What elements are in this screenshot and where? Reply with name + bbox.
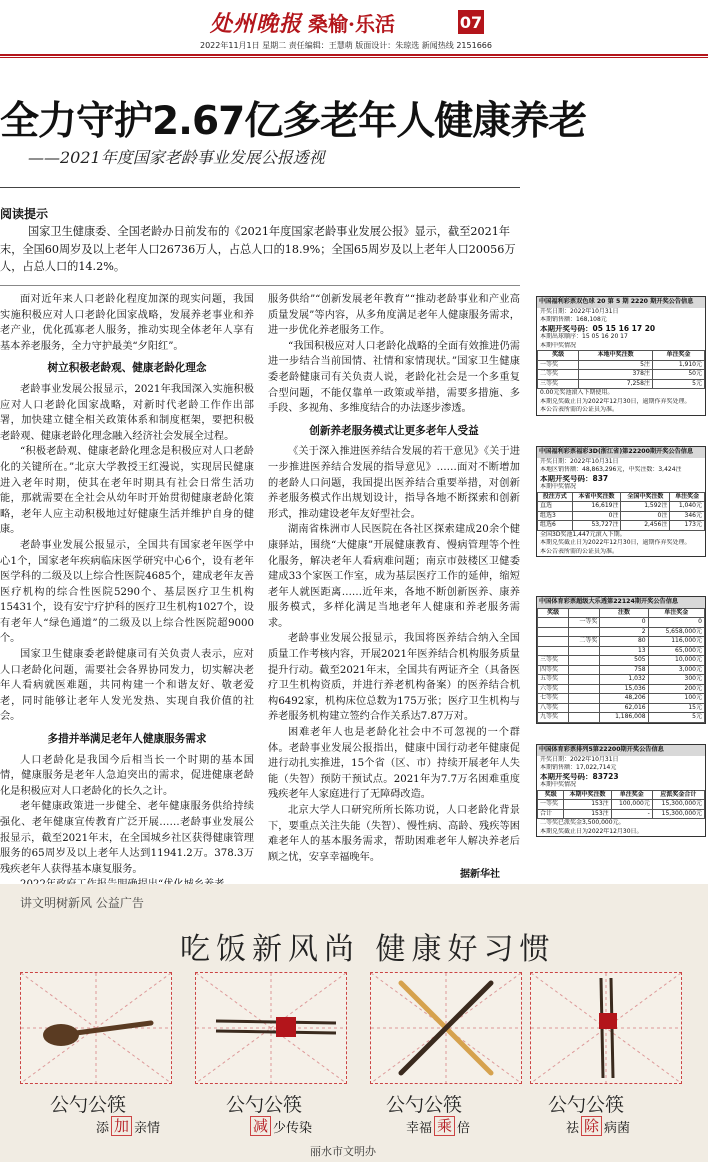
- ad-caption-4: [548, 1090, 624, 1117]
- table-cell: 八等奖: [538, 703, 569, 713]
- table-header-cell: 单注奖金: [670, 492, 705, 502]
- paragraph: 北京大学人口研究所所长陈功说，人口老龄化背景下，要重点关注失能（失智）、慢性病、高龄、残疾等困难老年人的基本服务需求，帮助困难老年人解决养老后顾之忧，安享幸福晚年。: [268, 805, 520, 863]
- table-cell: 15,036: [600, 684, 648, 694]
- table-cell: 直选: [538, 502, 573, 512]
- article-column-1: [0, 292, 254, 893]
- lottery-info-line: 本期开奖号码：83723: [540, 772, 619, 781]
- page-number: 07: [458, 10, 484, 34]
- table-cell: 2: [600, 627, 648, 637]
- tag-key: 乘: [434, 1116, 455, 1136]
- article-source: 据新华社: [460, 869, 500, 880]
- lottery-box-pl5: [536, 744, 706, 837]
- lottery-info-line: 本期销售额：168,108元: [540, 316, 607, 323]
- table-header-cell: 应派奖金合计: [652, 790, 704, 800]
- ad-caption-1: [50, 1090, 126, 1117]
- lottery-info-line: 开奖日期：2022年10月31日: [540, 307, 619, 315]
- table-cell: 5,658,000元: [648, 627, 704, 637]
- table-cell: 15,300,000元: [652, 800, 704, 810]
- lottery-title: 中国福利彩票双色球 20 第 5 期 2220 期开奖公告信息: [537, 297, 705, 308]
- table-row: [538, 502, 705, 512]
- table-cell: 1,910元: [652, 360, 704, 370]
- lottery-info-line: 本期开奖号码：837: [540, 474, 609, 483]
- table-cell: 一等奖: [538, 800, 564, 810]
- lottery-table: [537, 608, 705, 723]
- table-cell: [569, 684, 600, 694]
- lottery-table: [537, 492, 705, 531]
- lottery-info-line: 本期中奖情况: [540, 341, 577, 349]
- table-cell: 153注: [564, 809, 611, 819]
- table-cell: 五等奖: [538, 675, 569, 685]
- ad-panel-crossed-chopsticks: [370, 972, 522, 1084]
- paragraph: 老年健康政策进一步健全、老年健康服务供给持续强化、老年健康宣传教育广泛开展……老龄事业发展公报显示，截至2021年末，在全国城乡社区获得健康管理服务的65周岁及以上老年人达到11941.2万。378.3万残疾老年人获得基本康复服务。: [0, 801, 254, 875]
- paragraph: 人口老龄化是我国今后相当长一个时期的基本国情，健康服务是老年人急迫突出的需求，促进健康老龄化是积极应对人口老龄化的长久之计。: [0, 754, 254, 797]
- table-cell: 九等奖: [538, 713, 569, 723]
- lottery-note: 本公告表所需的公证员为准。: [540, 406, 619, 413]
- lottery-note: 0.00元奖池滚入下期使用。: [540, 389, 614, 396]
- table-cell: 组选3: [538, 511, 573, 521]
- table-cell: 300元: [648, 675, 704, 685]
- table-cell: 0: [600, 618, 648, 628]
- table-cell: 16,619注: [572, 502, 621, 512]
- table-cell: 5注: [579, 360, 653, 370]
- ad-caption-3: [386, 1090, 462, 1117]
- table-cell: [569, 675, 600, 685]
- tag-post: 少传染: [273, 1120, 313, 1136]
- table-cell: 1,186,008: [600, 713, 648, 723]
- table-cell: 三等奖: [538, 656, 569, 666]
- table-header-cell: 奖级: [538, 351, 579, 361]
- table-cell: 53,727注: [572, 521, 621, 531]
- tag-key: 除: [581, 1116, 602, 1136]
- table-cell: [569, 656, 600, 666]
- lottery-box-dlt: [536, 596, 706, 724]
- paragraph: 老龄事业发展公报显示，2021年我国深入实施积极应对人口老龄化国家战略，对新时代老龄工作作出部署，加快建立健全相关政策体系和制度框架，要把积极老龄观、健康老龄化理念融入经济社会发展全过程。: [0, 383, 254, 442]
- tag-post: 病菌: [604, 1120, 631, 1136]
- ad-panel-spoon-wood: [20, 972, 172, 1084]
- ad-caption-text: 公勺公筷: [386, 1094, 463, 1116]
- ad-caption-text: 公勺公筷: [226, 1094, 303, 1116]
- paragraph: 老龄事业发展公报显示，全国共有国家老年医学中心1个，国家老年疾病临床医学研究中心6个，设有老年医学科的二级及以上综合性医院4685个，建成老年友善医疗机构的综合性医院5290个、基层医疗卫生机构15431个，设有安宁疗护科的医疗卫生机构1027个，设有老年人“绿色通道”的二级及以上综合性医院超9000个。: [0, 539, 254, 645]
- table-cell: 100,000元: [611, 800, 652, 810]
- section-heading: 创新养老服务模式让更多老年人受益: [309, 424, 479, 437]
- table-row: [538, 694, 705, 704]
- lottery-info-line: 开奖日期：2022年10月31日: [540, 457, 619, 465]
- table-cell: [569, 703, 600, 713]
- reading-tips-text: 国家卫生健康委、全国老龄办日前发布的《2021年度国家老龄事业发展公报》显示，截至2021年末，全国60周岁及以上老年人口26736万人，占总人口的18.9%；全国65周岁及以上老年人口20056万人，占总人口的14.2%。: [0, 225, 516, 273]
- table-header-cell: 本期中奖注数: [564, 790, 611, 800]
- table-header-cell: 全国中奖注数: [621, 492, 670, 502]
- paragraph: 国家卫生健康委老龄健康司有关负责人表示，应对人口老龄化问题，需要社会各界协同发力，切实解决老年人看病就医难题，共同构建一个和谐友好、敬老爱老，同时能够让老年人发光发热、实现自我价值的社会。: [0, 649, 254, 723]
- lottery-info-line: 本期出球顺序：15 05 16 20 17: [540, 333, 628, 340]
- divider: [0, 285, 520, 286]
- table-row: [538, 675, 705, 685]
- ad-tag-1: [96, 1116, 160, 1136]
- table-header-cell: 投注方式: [538, 492, 573, 502]
- table-cell: 153注: [564, 800, 611, 810]
- table-cell: 一等奖: [569, 618, 600, 628]
- table-row: [538, 809, 705, 819]
- table-cell: 组选6: [538, 521, 573, 531]
- table-cell: 505: [600, 656, 648, 666]
- table-cell: 1,592注: [621, 502, 670, 512]
- table-cell: 合计: [538, 809, 564, 819]
- lottery-info-line: 本期开奖号码：05 15 16 17 20: [540, 324, 656, 333]
- tag-pre: 祛: [566, 1120, 580, 1136]
- ad-label: 讲文明树新风 公益广告: [20, 896, 144, 910]
- table-cell: 7,258注: [579, 379, 653, 389]
- tag-pre: 添: [96, 1120, 110, 1136]
- lottery-note: 本期兑奖截止日为2022年12月30日。: [540, 827, 643, 835]
- table-cell: 200元: [648, 684, 704, 694]
- masthead: [210, 8, 450, 36]
- public-service-ad: [0, 884, 708, 1162]
- table-cell: [538, 627, 569, 637]
- table-cell: 六等奖: [538, 684, 569, 694]
- lottery-table: [537, 790, 705, 820]
- paragraph: 老龄事业发展公报显示，我国将医养结合纳入全国质量工作考核内容，开展2021年医养结合机构服务质量提升行动。截至2021年末，全国共有两证齐全（具备医疗卫生机构资质，并进行养老机构备案）的医养结合机构6492家，机构床位总数为175万张；医疗卫生机构与养老服务机构建立签约合作关系达7.87万对。: [268, 633, 520, 723]
- table-row: [538, 511, 705, 521]
- section-name: 桑榆·乐活: [308, 11, 395, 36]
- table-cell: 758: [600, 665, 648, 675]
- table-row: [538, 521, 705, 531]
- table-row: [538, 370, 705, 380]
- lottery-title: 中国体育彩票排列5第22200期开奖公告信息: [537, 745, 705, 756]
- table-cell: [569, 646, 600, 656]
- table-cell: [569, 713, 600, 723]
- table-cell: 5元: [648, 713, 704, 723]
- table-header-cell: 奖级: [538, 790, 564, 800]
- table-cell: 0: [648, 618, 704, 628]
- lottery-info-line: 开奖日期：2022年10月31日: [540, 755, 619, 763]
- table-cell: 15,300,000元: [652, 809, 704, 819]
- table-cell: 50元: [652, 370, 704, 380]
- ad-caption-text: 公勺公筷: [50, 1094, 127, 1116]
- table-row: [538, 360, 705, 370]
- lottery-note: 本期兑奖截止日为2022年12月30日，逾期作弃奖处理。: [540, 397, 691, 405]
- lottery-info-line: 本期销售额：17,022,714元: [540, 764, 617, 771]
- lottery-box-3d: [536, 446, 706, 557]
- ad-slogan: 吃饭新风尚 健康好习惯: [180, 932, 556, 967]
- table-cell: 二等奖: [538, 370, 579, 380]
- tag-post: 亲情: [134, 1120, 161, 1136]
- table-cell: [538, 637, 569, 647]
- table-cell: 173元: [670, 521, 705, 531]
- masthead-rule: [0, 54, 708, 56]
- table-header-cell: 注数: [600, 608, 648, 618]
- lottery-info-line: 本期中奖情况: [540, 483, 577, 490]
- lottery-title: 中国福利彩票福彩3D(浙江省)第22200期开奖公告信息: [537, 447, 705, 458]
- lottery-box-ssq: [536, 296, 706, 416]
- subheadline: ——2021年度国家老龄事业发展公报透视: [28, 148, 325, 167]
- table-cell: 0注: [572, 511, 621, 521]
- tag-post: 倍: [457, 1120, 471, 1136]
- table-header-cell: [569, 608, 600, 618]
- tag-key: 加: [111, 1116, 132, 1136]
- paragraph: 困难老年人也是老龄化社会中不可忽视的一个群体。老龄事业发展公报指出，健康中国行动老年健康促进行动扎实推进，15个省（区、市）持续开展老年人失能（失智）预防干预试点。2021年为7.7万名困难重度残疾老年人家庭进行了无障碍改造。: [268, 727, 520, 801]
- table-cell: 80: [600, 637, 648, 647]
- table-cell: 62,016: [600, 703, 648, 713]
- paragraph: 湖南省株洲市人民医院在各社区探索建成20余个健康驿站，围绕“大健康”开展健康教育、慢病管理等个性化服务，解决老年人看病难问题；南京市鼓楼区卫健委建成33个家医工作室，成为基层医疗工作的延伸，缩短老年人就医距离……近年来，各地不断创新医养、康养服务模式，多样化满足当地老年人健康和养老服务需求。: [268, 524, 520, 629]
- table-cell: [538, 618, 569, 628]
- table-cell: -: [611, 809, 652, 819]
- table-row: [538, 656, 705, 666]
- section-heading: 多措并举满足老年人健康服务需求: [47, 733, 207, 746]
- table-row: [538, 703, 705, 713]
- table-cell: 100元: [648, 694, 704, 704]
- table-cell: 3,000元: [648, 665, 704, 675]
- ad-tag-2: [248, 1116, 312, 1136]
- table-cell: 1,032: [600, 675, 648, 685]
- table-header-cell: 单注奖金: [611, 790, 652, 800]
- lottery-note: 二等奖已派奖金3,500,000元。: [540, 819, 625, 826]
- lottery-info-line: 本期中奖情况: [540, 781, 577, 788]
- table-row: [538, 627, 705, 637]
- table-cell: [569, 694, 600, 704]
- ad-caption-text: 公勺公筷: [548, 1094, 625, 1116]
- paragraph: 面对近年来人口老龄化程度加深的现实问题，我国实施积极应对人口老龄化国家战略，发展养老事业和养老产业，优化孤寡老人服务，推动实现全体老年人享有基本养老服务，全力守护最美“夕阳红”。: [0, 294, 254, 352]
- dateline: 2022年11月1日 星期二 责任编辑：王慧萌 版面设计：朱琼选 新闻热线 2151666: [200, 41, 492, 50]
- lottery-info-line: 本地区销售额：48,863,296元，中奖注数：3,424注: [540, 466, 682, 473]
- table-row: [538, 800, 705, 810]
- paragraph: 服务供给”“创新发展老年教育”“推动老龄事业和产业高质量发展”等内容，从多角度满足老年人健康服务需求，进一步优化养老服务工作。: [268, 294, 520, 337]
- table-row: [538, 684, 705, 694]
- section-heading: 树立积极老龄观、健康老龄化理念: [47, 362, 207, 375]
- table-cell: 二等奖: [569, 637, 600, 647]
- table-row: [538, 618, 705, 628]
- table-header-cell: 单注奖金: [652, 351, 704, 361]
- tag-key: 减: [250, 1116, 271, 1136]
- lottery-note: 本公告表所需的公证员为准。: [540, 547, 619, 555]
- lottery-table: [537, 350, 705, 389]
- divider: [0, 187, 520, 188]
- table-cell: 0注: [621, 511, 670, 521]
- table-cell: 116,000元: [648, 637, 704, 647]
- table-cell: [569, 665, 600, 675]
- table-cell: 48,206: [600, 694, 648, 704]
- masthead-rule-thin: [0, 57, 708, 58]
- table-cell: 378注: [579, 370, 653, 380]
- lottery-note: 本期兑奖截止日为2022年12月30日，逾期作弃奖处理。: [540, 539, 691, 546]
- lottery-title: 中国体育彩票超级大乐透第22124期开奖公告信息: [537, 597, 705, 608]
- paragraph: “我国积极应对人口老龄化战略的全面有效推进仍需进一步结合当前国情、社情和家情现状。”国家卫生健康委老龄健康司有关负责人说，老龄化社会是一个多重复合型问题，不能仅靠单一政策或举措，需要多措施、多手段、多视角、多维度结合的办法逐步渗透。: [268, 340, 520, 415]
- table-header-cell: 单注奖金: [648, 608, 704, 618]
- table-row: [538, 665, 705, 675]
- table-cell: 5元: [652, 379, 704, 389]
- paragraph: 《关于深入推进医养结合发展的若干意见》《关于进一步推进医养结合发展的指导意见》……面对不断增加的老龄人口问题，我国提出医养结合重要举措，对创新养老服务模式作出规划设计，指导各地不断探索和创新形式，推动建设老年友好型社会。: [268, 446, 520, 520]
- table-row: [538, 713, 705, 723]
- table-header-cell: 奖级: [538, 608, 569, 618]
- table-cell: 13: [600, 646, 648, 656]
- lottery-note: 全国3D奖池1,447元滚入下期。: [540, 530, 626, 538]
- ad-caption-2: [226, 1090, 302, 1117]
- table-row: [538, 379, 705, 389]
- table-cell: 15元: [648, 703, 704, 713]
- table-cell: 七等奖: [538, 694, 569, 704]
- headline: 全力守护2.67亿多老年人健康养老: [0, 99, 587, 144]
- table-cell: 1,040元: [670, 502, 705, 512]
- ad-sponsor: 丽水市文明办: [310, 1145, 376, 1158]
- table-cell: 10,000元: [648, 656, 704, 666]
- table-row: [538, 637, 705, 647]
- table-row: [538, 646, 705, 656]
- ad-tag-3: [406, 1116, 470, 1136]
- table-header-cell: 本省中奖注数: [572, 492, 621, 502]
- paragraph: “积极老龄观、健康老龄化理念是积极应对人口老龄化的关键所在。”北京大学教授王红漫说，实现居民健康进入老年时期，使其在老年时期具有社会日常生活功能，那就需要在全社会从幼年时开始贯彻健康老龄化策略，老年人应主动积极地过好健康生活并维护自身的健康。: [0, 446, 254, 536]
- table-cell: [569, 627, 600, 637]
- table-cell: 346元: [670, 511, 705, 521]
- table-cell: 65,000元: [648, 646, 704, 656]
- ad-tag-4: [566, 1116, 630, 1136]
- article-column-2: [268, 292, 520, 865]
- table-cell: 四等奖: [538, 665, 569, 675]
- table-cell: 一等奖: [538, 360, 579, 370]
- table-cell: 2,456注: [621, 521, 670, 531]
- ad-panel-chopsticks-a: [195, 972, 347, 1084]
- table-header-cell: 本地中奖注数: [579, 351, 653, 361]
- reading-tips-title: 阅读提示: [0, 207, 49, 221]
- paper-name: 处州晚报: [210, 10, 303, 37]
- tag-pre: 幸福: [406, 1120, 433, 1136]
- table-cell: 三等奖: [538, 379, 579, 389]
- ad-panel-chopsticks-b: [530, 972, 682, 1084]
- table-cell: [538, 646, 569, 656]
